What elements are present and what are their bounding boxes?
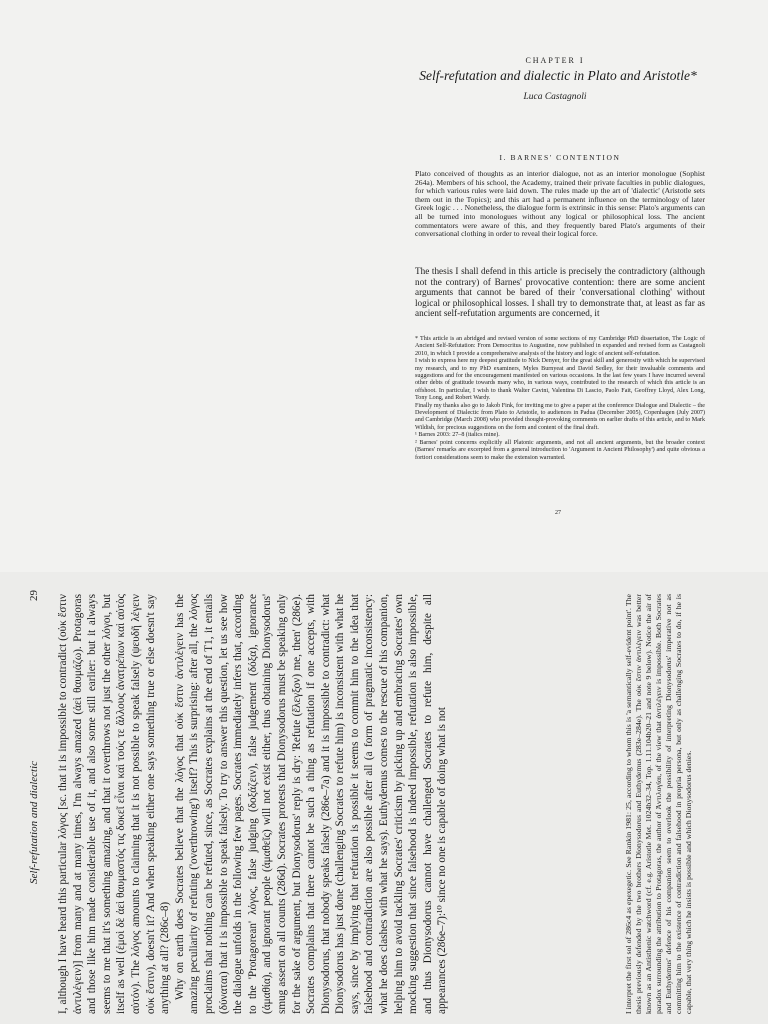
footnote: Finally my thanks also go to Jakob Fink, for inviting me to give a paper at the conference Dialogue and Dialectic – the Development of Dialectic from Plato to Aristotle, to audiences in Padua (December 2005), Copenhagen (July 2007) and Cambridge (March 2008) who provided thought-provoking comments on earlier drafts of this article, and to Mark Wildish, for precious suggestions on the form and content of the final draft. (415, 402, 705, 431)
epigraph-quote: Plato conceived of thoughts as an interior dialogue, not as an interior monologue (Sophist 264a). Members of his school, the Academy, trained their private faculties in public dialogues, for which various rules were laid down. The rules made up the art of 'dialectic' (Aristotle sets them out in the Topics); and this art had a permanent influence on the terminology of later Greek logic . . . Nonetheless, the dialogue form is extrinsic in this sense: Plato's arguments can all be turned into monologues without any logical or philosophical loss. The ancient commentators were aware of this, and they frequently bared Plato's arguments of their conversational clothing in order to reveal their logical force. (415, 169, 705, 239)
footnote: ¹ Barnes 2003: 27–8 (italics mine). (415, 432, 500, 439)
main-paragraph: The thesis I shall defend in this article is precisely the contradictory (although not the contrary) of Barnes' provocative contention: there are some ancient arguments that cannot be bared of their 'conversational clothing' without logical or philosophical losses. I shall try to demonstrate that, at least as far as ancient self-refutation arguments are concerned, it (415, 266, 705, 319)
footnote: I wish to express here my deepest gratitude to Nick Denyer, for the great skill and generosity with which he supervised my research, and to my PhD examiners, Myles Burnyeat and David Sedley, for their invaluable comments and suggestions and for the encouragement manifested on various occasions. In the last few years I have incurred several other debts of gratitude towards many who, in various ways, contributed to the research of which this article is an offshoot. In particular, I wish to thank Walter Cavini, Valentina Di Lascio, Paolo Fait, Geoffrey Lloyd, Alex Long, Tony Long, and Robert Wardy. (415, 358, 705, 401)
chapter-label: CHAPTER I (525, 56, 585, 65)
footnotes: I interpret the first sol of 286c4 as epexegetic. See Rankin 1981: 25, according to whom this is 'a semantically self-evident point'. The thesis previously defended by the two brothers Dionysodorus and Euthydemus (283e–284e). The οὐκ ἔστιν ἀντιλέγειν was better known as an Antisthenic watchword (cf. e.g. Aristotle Met. 1024b32–34, Top. 1.11.104b20–21 and note 9 below). Notice the air of paradox surrounding the attribution to Protagoras, the author of Ἀντιλογίαι, of the view that ἀντιλέγειν is impossible. Both Socrates and Euthydemus' defence of his companion seem to overlook the possibility of interpreting Dionysodorus' imperative not as committing him to the existence of contradiction and falsehood in propria persona, but only as challenging Socrates to do, if he is capable, that very thing which he insists is possible and which Dionysodorus denies. (624, 594, 693, 1014)
footnote: ² Barnes' point concerns explicitly all Platonic arguments, and not all ancient arguments, but the broader context (Barnes' remarks are excerpted from a general introduction to 'Argument in Ancient Philosophy') and quite obvious a fortiori considerations seem to make the extension warranted. (415, 440, 705, 461)
bottom-page (0, 572, 768, 1024)
page-number: 27 (555, 510, 561, 516)
body-text (56, 594, 450, 1014)
body-paragraph: I, although I have heard this particular λόγος [sc. that it is impossible to contradict (οὐκ ἔστιν ἀντιλέγειν)] from many and at many times, I'm always amazed (ἀεὶ θαυμάζω). Protagoras and those like him made considerable use of it, and also some still earlier: but it always seems to me that it's something amazing, and that it overthrows not just the other λόγοι, but itself as well (ἐμοὶ δὲ ἀεὶ θαυμαστός τις δοκεῖ εἶναι καὶ τούς τε ἄλλους ἀνατρέπων καὶ αὐτὸς αὑτόν). The λόγος amounts to claiming that it is not possible to speak falsely (ψευδῆ λέγειν οὐκ ἔστιν), doesn't it? And when speaking either one says something true or else doesn't say anything at all? (286c–8) (57, 594, 172, 1014)
footnote: * This article is an abridged and revised version of some sections of my Cambridge PhD dissertation, The Logic of Ancient Self-Refutation: From Democritus to Augustine, now published in expanded and revised form as Castagnoli 2010, in which I provide a comprehensive analysis of the history and logic of ancient self-refutation. (415, 336, 705, 357)
footnotes (415, 336, 705, 463)
chapter-title: Self-refutation and dialectic in Plato and Aristotle* (419, 68, 697, 83)
page-number: 29 (28, 590, 40, 601)
running-head (28, 572, 44, 1024)
running-title: Self-refutation and dialectic (28, 760, 40, 884)
section-heading: I. BARNES' CONTENTION (499, 153, 621, 162)
body-paragraph: Why on earth does Socrates believe that the λόγος that οὐκ ἔστιν ἀντιλέγειν has the amazing peculiarity of refuting ('overthrowing') itself? This is surprising: after all, the λόγος proclaims that nothing can be refuted, since, as Socrates explains at the end of T1, it entails (δύναται) that it is impossible to speak falsely. To try to answer this question, let us see how the dialogue unfolds in the following few pages. Socrates immediately infers that, according to the 'Protagorean' λόγος, false judging (δοξάζειν), false judgement (δόξα), ignorance (ἀμαθία), and ignorant people (ἀμαθεῖς) will not exist either, thus obtaining Dionysodorus' smug assent on all counts (286d). Socrates protests that Dionysodorus must be speaking only for the sake of argument, but Dionysodorus' reply is dry: 'Refute (ἔλεγξον) me, then' (286e). Socrates complains that there cannot be such a thing as refutation if one accepts, with Dionysodorus, that nobody speaks falsely (286e–7a) and it is impossible to contradict: what Dionysodorus has just done (challenging Socrates to refute him) is inconsistent with what he says, since by implying that refutation is possible it seems to commit him to the idea that falsehood and contradiction are also possible after all (a form of pragmatic inconsistency: what he does clashes with what he says). Euthydemus comes to the rescue of his companion, helping him to avoid tackling Socrates' criticism by picking up and embracing Socrates' own mocking suggestion that since falsehood is indeed impossible, refutation is also impossible, and thus Dionysodorus cannot have challenged Socrates to refute him, despite all appearances (286e–7):¹⁰ since no one is capable of doing what is not (173, 594, 449, 1014)
author-name: Luca Castagnoli (523, 92, 587, 102)
rotated-page-content (0, 572, 768, 1024)
